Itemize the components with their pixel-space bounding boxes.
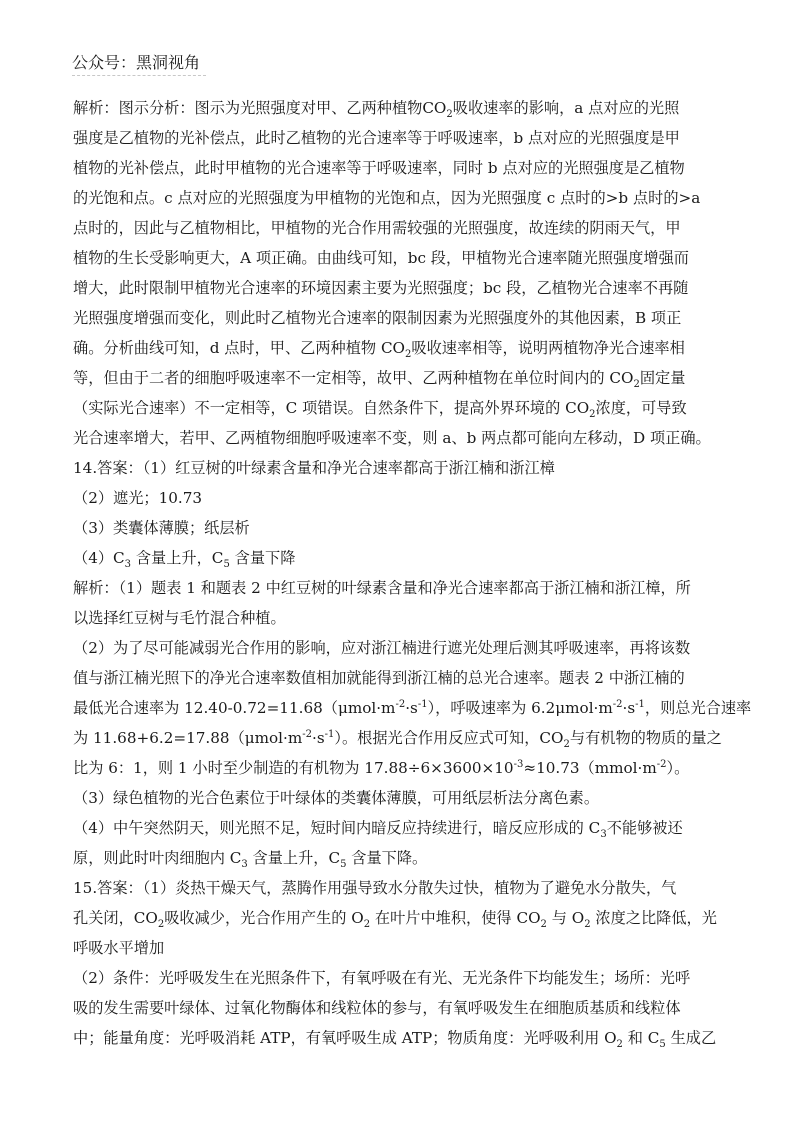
text-line: （2）条件：光呼吸发生在光照条件下，有氧呼吸在有光、无光条件下均能发生；场所：光呼 bbox=[73, 969, 691, 987]
text-line: （3）绿色植物的光合色素位于叶绿体的类囊体薄膜，可用纸层析法分离色素。 bbox=[73, 789, 600, 807]
text-line: （3）类囊体薄膜；纸层析 bbox=[73, 519, 250, 537]
text-line: 解析：（1）题表 1 和题表 2 中红豆树的叶绿素含量和净光合速率都高于浙江楠和浙江樟，所 bbox=[73, 579, 691, 597]
text-line: 呼吸水平增加 bbox=[73, 939, 165, 957]
text-line: 吸的发生需要叶绿体、过氧化物酶体和线粒体的参与，有氧呼吸发生在细胞质基质和线粒体 bbox=[73, 999, 681, 1017]
text-line: 15.答案：（1）炎热干燥天气，蒸腾作用强导致水分散失过快，植物为了避免水分散失，气 bbox=[73, 879, 677, 897]
text-line: 植物的生长受影响更大，A 项正确。由曲线可知，bc 段，甲植物光合速率随光照强度增强而 bbox=[73, 249, 689, 267]
text-line: 解析：图示分析：图示为光照强度对甲、乙两种植物$CO_2$吸收速率的影响，a 点对应的光照 bbox=[73, 99, 680, 121]
document-body bbox=[73, 93, 752, 1053]
text-line: 点时的，因此与乙植物相比，甲植物的光合作用需较强的光照强度，故连续的阴雨天气，甲 bbox=[73, 219, 681, 237]
text-line: 的光饱和点。c 点对应的光照强度为甲植物的光饱和点，因为光照强度 c 点时的>b 点时的>a bbox=[73, 189, 701, 207]
text-line: 值与浙江楠光照下的净光合速率数值相加就能得到浙江楠的总光合速率。题表 2 中浙江楠的 bbox=[73, 669, 685, 687]
text-line: 原，则此时叶肉细胞内 $C_3$ 含量上升，$C_5$ 含量下降。 bbox=[73, 849, 428, 871]
text-line: 强度是乙植物的光补偿点，此时乙植物的光合速率等于呼吸速率，b 点对应的光照强度是甲 bbox=[73, 129, 680, 147]
text-line: 为 $11.68+6.2=17.88(\mu mol\cdot m^{-2}\cdot s^{-1})$。根据光合作用反应式可知，$CO_2$与有机物的物质的量之 bbox=[73, 728, 722, 751]
text-line: $(4)C_3$ 含量上升，$C_5$ 含量下降 bbox=[73, 549, 296, 571]
text-line: （2）为了尽可能减弱光合作用的影响，应对浙江楠进行遮光处理后测其呼吸速率，再将该数 bbox=[73, 639, 691, 657]
text-line: 比为 6：1，则 1 小时至少制造的有机物为 $17.88\div 6\times 3600\times 10^{-3}\approx 10.73(mmol\cdot m^{-2})$。 bbox=[73, 758, 690, 777]
text-line: 孔关闭，$CO_2$吸收减少，光合作用产生的 $O_2$ 在叶片中堆积，使得 $CO_2$ 与 $O_2$ 浓度之比降低，光 bbox=[73, 909, 717, 931]
watermark-header: 公众号：黑洞视角 bbox=[72, 50, 206, 76]
text-line: （实际光合速率）不一定相等，C 项错误。自然条件下，提高外界环境的 $CO_2$浓度，可导致 bbox=[73, 399, 687, 421]
text-line: 最低光合速率为 $12.40-0.72=11.68(\mu mol\cdot m^{-2}\cdot s^{-1})$，呼吸速率为 $6.2\mu mol\cdot m^{-2}\cdot s^{-1}$，则总光合速率 bbox=[73, 698, 752, 717]
text-line: 光照强度增强而变化，则此时乙植物光合速率的限制因素为光照强度外的其他因素，B 项正 bbox=[73, 309, 682, 327]
text-line: 中；能量角度：光呼吸消耗 ATP，有氧呼吸生成 ATP；物质角度：光呼吸利用 $O_2$ 和 $C_5$ 生成乙 bbox=[73, 1029, 717, 1051]
text-line: 光合速率增大，若甲、乙两植物细胞呼吸速率不变，则 a、b 两点都可能向左移动，D 项正确。 bbox=[73, 429, 711, 447]
text-line: 以选择红豆树与毛竹混合种植。 bbox=[73, 609, 286, 627]
text-line: （2）遮光；10.73 bbox=[73, 489, 203, 507]
text-line: 14.答案：（1）红豆树的叶绿素含量和净光合速率都高于浙江楠和浙江樟 bbox=[73, 459, 555, 477]
text-line: 植物的光补偿点，此时甲植物的光合速率等于呼吸速率，同时 b 点对应的光照强度是乙植物 bbox=[73, 159, 685, 177]
text-line: （4）中午突然阴天，则光照不足，短时间内暗反应持续进行，暗反应形成的 $C_3$不能够被还 bbox=[73, 819, 683, 841]
text-line: 等，但由于二者的细胞呼吸速率不一定相等，故甲、乙两种植物在单位时间内的 $CO_2$固定量 bbox=[73, 369, 686, 391]
text-line: 确。分析曲线可知，d 点时，甲、乙两种植物 $CO_2$吸收速率相等，说明两植物净光合速率相 bbox=[73, 339, 685, 361]
text-line: 增大，此时限制甲植物光合速率的环境因素主要为光照强度；bc 段，乙植物光合速率不再随 bbox=[73, 279, 689, 297]
